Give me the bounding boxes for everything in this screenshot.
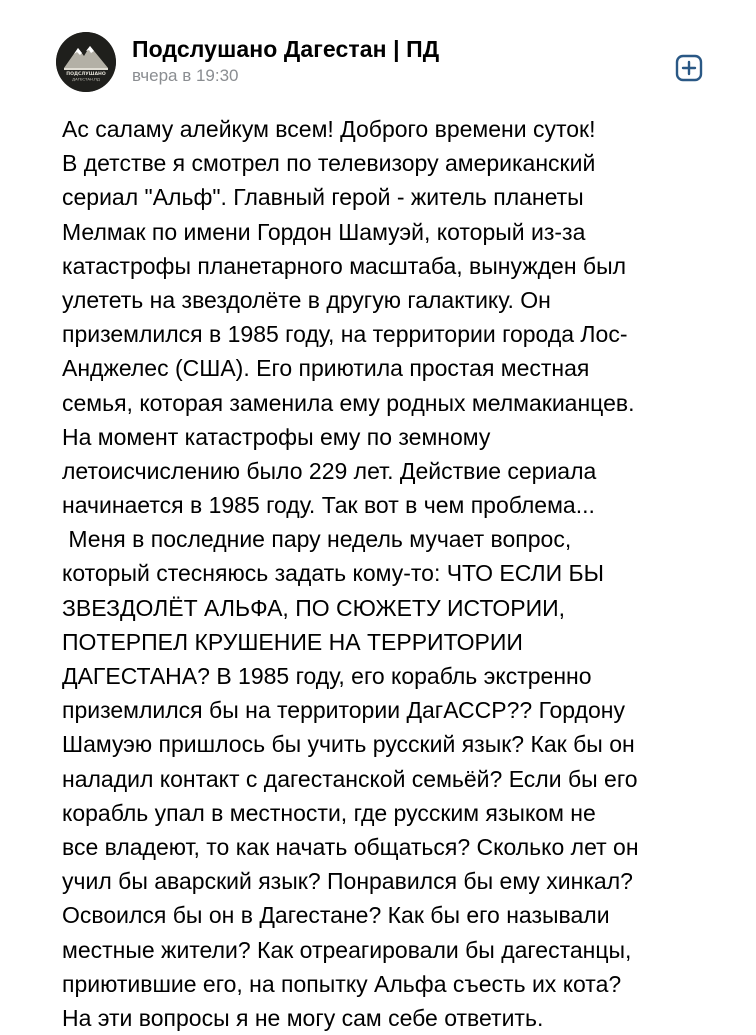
- post-text-line: летоисчислению было 229 лет. Действие сериала: [62, 457, 597, 484]
- post-text-line: Мелмак по имени Гордон Шамуэй, который из-за: [62, 218, 586, 245]
- post-text-line: учил бы аварский язык? Понравился бы ему хинкал?: [62, 868, 633, 895]
- post-text-line: ДАГЕСТАНА? В 1985 году, его корабль экстренно: [62, 663, 592, 689]
- post-text-line: Анджелес (США). Его приютила простая местная: [62, 355, 590, 382]
- avatar-caption-top: ПОДСЛУШАНО: [66, 72, 106, 77]
- post-text: [62, 112, 752, 1035]
- post-text-line: наладил контакт с дагестанской семьёй? Если бы его: [62, 765, 638, 792]
- post-text-line: На момент катастрофы ему по земному: [62, 423, 491, 450]
- post-text-line: корабль упал в местности, где русским языком не: [62, 799, 596, 826]
- community-avatar[interactable]: [56, 32, 116, 92]
- post-text-line: приземлился в 1985 году, на территории города Лос-: [62, 321, 628, 348]
- post-text-line: Ас саламу алейкум всем! Доброго времени суток!: [62, 116, 596, 142]
- post-time[interactable]: вчера в 19:30: [132, 66, 239, 85]
- post-text-line: который стесняюсь задать кому-то: ЧТО ЕСЛИ БЫ: [62, 560, 605, 587]
- post-text-line: начинается в 1985 году. Так вот в чем проблема...: [62, 492, 595, 519]
- post-header: [0, 0, 756, 110]
- plus-square-icon: [675, 54, 703, 82]
- avatar-caption-bottom: ДАГЕСТАН.ПД: [72, 76, 100, 82]
- post-text-line: приютившие его, на попытку Альфа съесть их кота?: [62, 970, 622, 997]
- post-text-line: местные жители? Как отреагировали бы дагестанцы,: [62, 936, 632, 963]
- post-text-line: В детстве я смотрел по телевизору американский: [62, 150, 596, 177]
- post-text-line: улететь на звездолёте в другую галактику. Он: [62, 286, 551, 313]
- post-text-line: ПОТЕРПЕЛ КРУШЕНИЕ НА ТЕРРИТОРИИ: [62, 628, 523, 655]
- post-text-line: семья, которая заменила ему родных мелмакианцев.: [62, 389, 635, 416]
- post-text-line: сериал "Альф". Главный герой - житель планеты: [62, 184, 584, 211]
- community-logo-mountains-icon: [56, 32, 116, 92]
- post-text-line: На эти вопросы я не могу сам себе ответить.: [62, 1004, 544, 1031]
- post-text-line: все владеют, то как начать общаться? Сколько лет он: [62, 833, 639, 860]
- post-text-line: приземлился бы на территории ДагАССР?? Гордону: [62, 697, 625, 724]
- post-text-line: Меня в последние пару недель мучает вопрос,: [62, 526, 572, 553]
- post-text-line: катастрофы планетарного масштаба, вынужден был: [62, 252, 627, 279]
- post-text-line: ЗВЕЗДОЛЁТ АЛЬФА, ПО СЮЖЕТУ ИСТОРИИ,: [62, 594, 566, 621]
- post-text-line: Освоился бы он в Дагестане? Как бы его называли: [62, 902, 610, 929]
- author-name[interactable]: Подслушано Дагестан | ПД: [132, 36, 440, 62]
- add-button[interactable]: [675, 54, 703, 82]
- post-text-line: Шамуэю пришлось бы учить русский язык? Как бы он: [62, 731, 635, 758]
